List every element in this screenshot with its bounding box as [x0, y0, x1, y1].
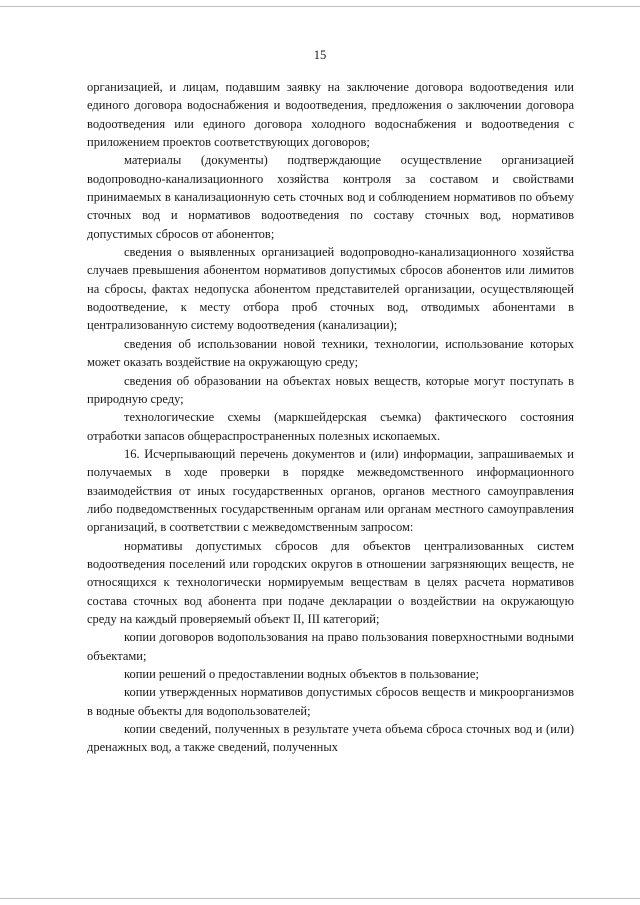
paragraph: сведения об образовании на объектах новых веществ, которые могут поступать в природную среду; [87, 373, 574, 406]
paragraph: нормативы допустимых сбросов для объектов централизованных систем водоотведения поселений или городских округов в отношении загрязняющих веществ, не относящихся к технологически нормируемым веществам в целях расчета нормативов состава сточных вод абонента при подаче декларации о воздействии на окружающую среду на каждый проверяемый объект II, III категорий; [87, 538, 574, 626]
scan-edge-top [0, 6, 640, 7]
scan-edge-bottom [0, 898, 640, 899]
paragraph: копии договоров водопользования на право пользования поверхностными водными объектами; [87, 630, 574, 663]
paragraph: сведения о выявленных организацией водопроводно-канализационного хозяйства случаев превышения абонентом нормативов допустимых сбросов абонентов или лимитов на сбросы, фактах недопуска абонентом представителей организации, осуществляющей водоотведение, к месту отбора проб сточных вод, отводимых абонентами в централизованную систему водоотведения (канализации); [87, 245, 574, 333]
body-text [87, 78, 574, 757]
paragraph: материалы (документы) подтверждающие осуществление организацией водопроводно-канализационного хозяйства контроля за составом и свойствами принимаемых в канализационную сеть сточных вод и соблюдением нормативов по объему сточных вод и нормативов водоотведения по составу сточных вод, нормативов допустимых сбросов от абонентов; [87, 153, 574, 241]
paragraph: технологические схемы (маркшейдерская съемка) фактического состояния отработки запасов общераспространенных полезных ископаемых. [87, 410, 574, 443]
paragraph: организацией, и лицам, подавшим заявку на заключение договора водоотведения или единого договора водоснабжения и водоотведения, предложения о заключении договора водоотведения или единого договора холодного водоснабжения и водоотведения с приложением проектов соответствующих договоров; [87, 80, 574, 150]
paragraph: копии утвержденных нормативов допустимых сбросов веществ и микроорганизмов в водные объекты для водопользователей; [87, 685, 574, 718]
paragraph: сведения об использовании новой техники, технологии, использование которых может оказать воздействие на окружающую среду; [87, 336, 574, 370]
section-16-heading: 16. Исчерпывающий перечень документов и (или) информации, запрашиваемых и получаемых в ходе проверки в порядке межведомственного информационного взаимодействия от иных государственных органов, органов местного самоуправления либо подведомственных государственным органам или органам местного самоуправления организаций, в соответствии с межведомственным запросом: [87, 446, 574, 535]
paragraph: копии решений о предоставлении водных объектов в пользование; [124, 667, 479, 681]
page-number: 15 [313, 48, 327, 62]
paragraph: копии сведений, полученных в результате учета объема сброса сточных вод и (или) дренажных вод, а также сведений, полученных [87, 722, 574, 755]
